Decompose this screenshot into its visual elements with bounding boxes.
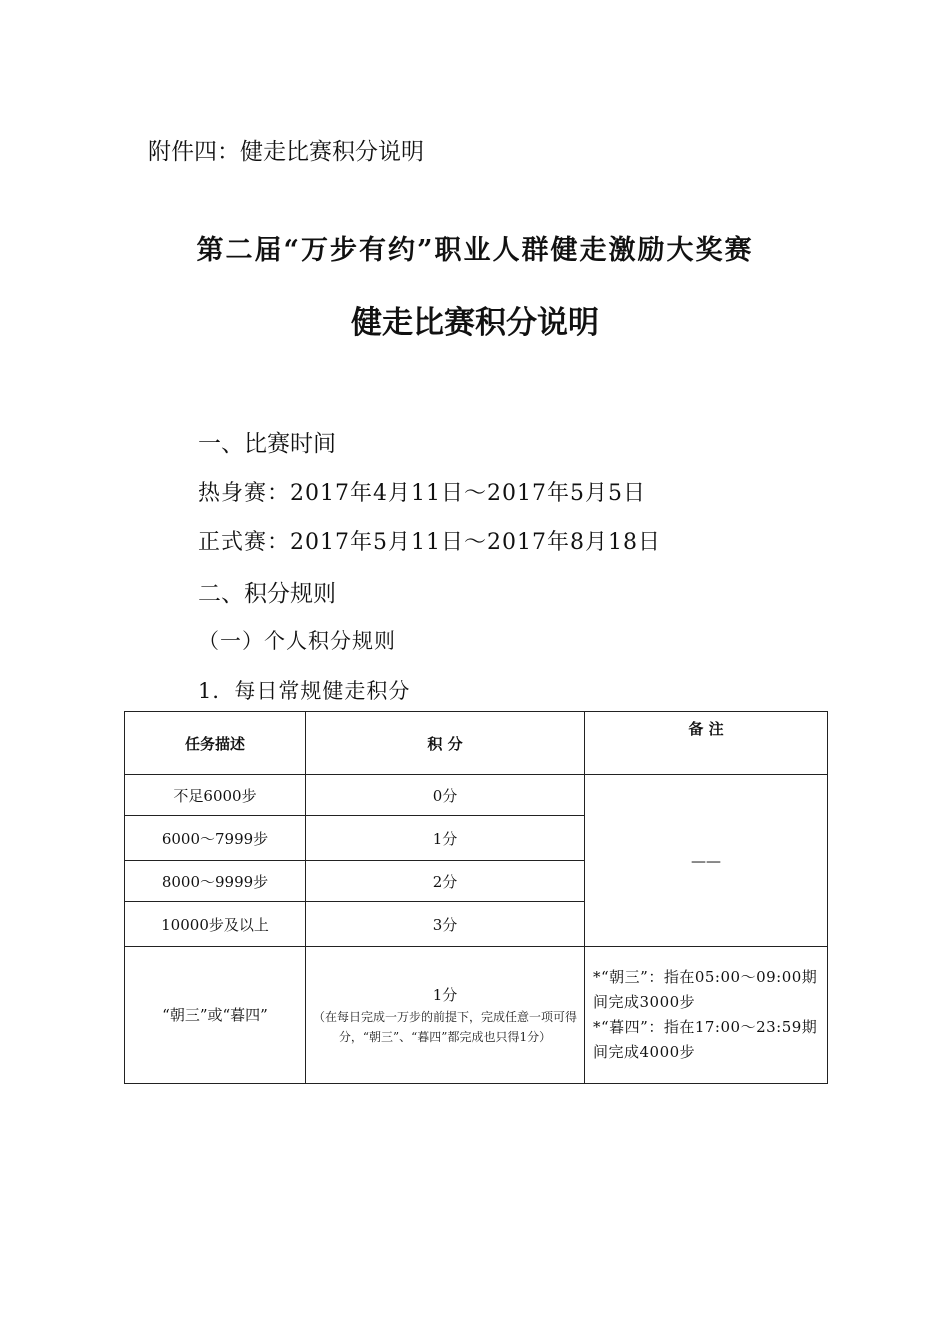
special-task-text: “朝三”或“暮四” <box>162 1006 268 1024</box>
task-cell: 6000～7999步 <box>125 816 306 861</box>
formal-period: 正式赛：2017年5月11日～2017年8月18日 <box>198 530 661 555</box>
page-title: 健走比赛积分说明 <box>351 305 599 341</box>
special-score: 1分 <box>432 986 458 1004</box>
table-row <box>125 775 828 816</box>
event-subtitle: 第二届“万步有约”职业人群健走激励大奖赛 <box>196 235 754 266</box>
merged-note-cell: —— <box>585 775 828 947</box>
subsection-personal-rules: （一）个人积分规则 <box>198 629 396 653</box>
note-morning: *“朝三”：指在05:00～09:00期间完成3000步 <box>593 968 818 1011</box>
special-note-cell <box>585 947 828 1084</box>
section-heading-rules: 二、积分规则 <box>198 581 336 607</box>
task-cell: 10000步及以上 <box>125 902 306 947</box>
special-score-note: （在每日完成一万步的前提下，完成任意一项可得分，“朝三”、“暮四”都完成也只得1分） <box>312 1010 577 1044</box>
note-evening: *“暮四”：指在17:00～23:59期间完成4000步 <box>593 1018 818 1061</box>
score-cell: 3分 <box>306 902 585 947</box>
score-table <box>124 711 828 1084</box>
section-heading-time: 一、比赛时间 <box>198 431 336 457</box>
score-cell: 1分 <box>306 816 585 861</box>
score-cell: 2分 <box>306 861 585 902</box>
task-cell: 不足6000步 <box>125 775 306 816</box>
table-row-special <box>125 947 828 1084</box>
task-cell: 8000～9999步 <box>125 861 306 902</box>
header-task: 任务描述 <box>125 712 306 775</box>
special-score-cell <box>306 947 585 1084</box>
header-note: 备 注 <box>585 712 828 775</box>
item-daily-walk-score: 1．每日常规健走积分 <box>198 679 411 703</box>
header-score: 积 分 <box>306 712 585 775</box>
score-cell: 0分 <box>306 775 585 816</box>
table-header-row <box>125 712 828 775</box>
warmup-period: 热身赛：2017年4月11日～2017年5月5日 <box>198 481 646 506</box>
attachment-label: 附件四：健走比赛积分说明 <box>148 139 424 165</box>
special-task-cell <box>125 947 306 1084</box>
